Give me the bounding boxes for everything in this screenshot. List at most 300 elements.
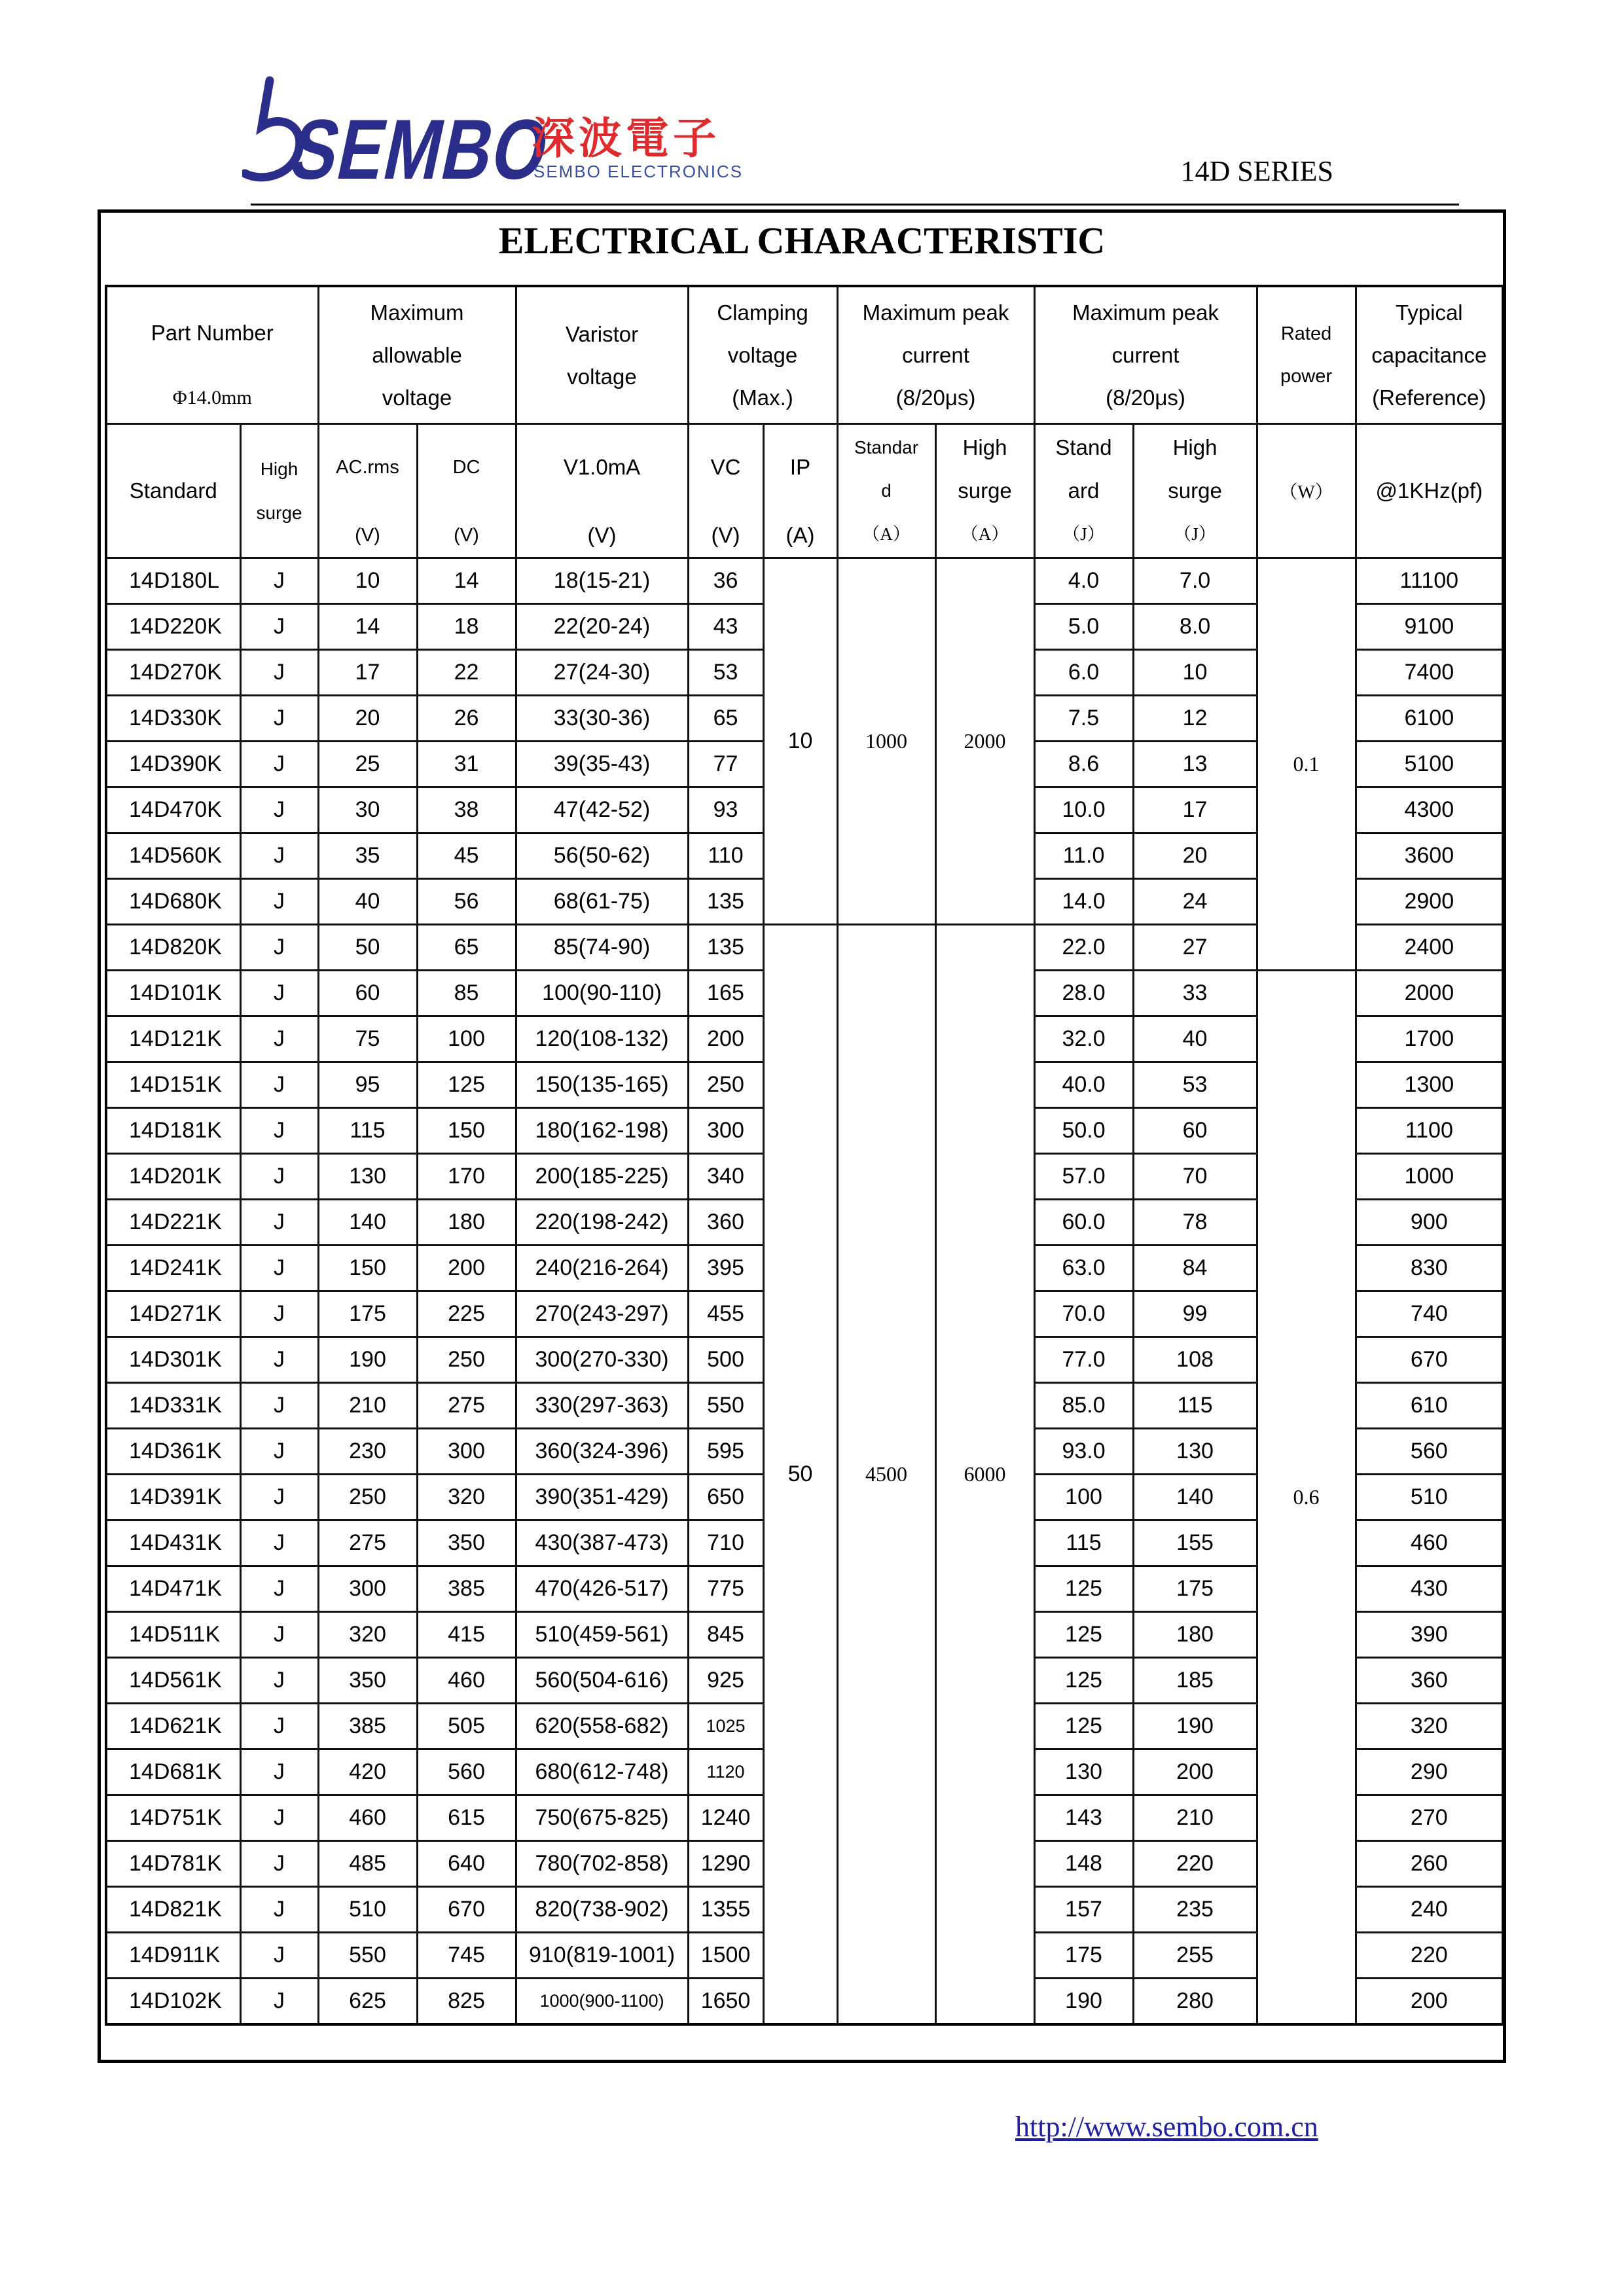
clamping-voltage-cell: 340: [688, 1154, 763, 1200]
ac-rms-cell: 17: [318, 650, 417, 696]
capacitance-cell: 290: [1356, 1749, 1503, 1795]
high-surge-cell: J: [240, 1246, 318, 1291]
clamping-voltage-cell: 300: [688, 1108, 763, 1154]
part-number-cell: 14D431K: [106, 1520, 240, 1566]
dc-cell: 460: [417, 1658, 516, 1704]
high-surge-cell: J: [240, 971, 318, 1016]
varistor-voltage-cell: 360(324-396): [516, 1429, 688, 1475]
standard-amps-header: [837, 424, 935, 558]
varistor-voltage-cell: 780(702-858): [516, 1841, 688, 1887]
ac-rms-cell: 115: [318, 1108, 417, 1154]
varistor-voltage-cell: 680(612-748): [516, 1749, 688, 1795]
clamping-voltage-cell: 1025: [688, 1704, 763, 1749]
high-surge-cell: J: [240, 833, 318, 879]
capacitance-cell: 830: [1356, 1246, 1503, 1291]
dc-cell: 415: [417, 1612, 516, 1658]
dc-cell: 180: [417, 1200, 516, 1246]
energy-standard-joules-cell: 125: [1034, 1566, 1133, 1612]
energy-high-surge-joules-cell: 280: [1133, 1979, 1257, 2024]
energy-high-surge-joules-cell: 10: [1133, 650, 1257, 696]
energy-high-surge-joules-cell: 190: [1133, 1704, 1257, 1749]
clamping-voltage-cell: 165: [688, 971, 763, 1016]
high-surge-joules-header: [1133, 424, 1257, 558]
dc-cell: 640: [417, 1841, 516, 1887]
varistor-voltage-cell: 750(675-825): [516, 1795, 688, 1841]
ac-rms-cell: 485: [318, 1841, 417, 1887]
energy-high-surge-joules-cell: 220: [1133, 1841, 1257, 1887]
energy-standard-joules-cell: 125: [1034, 1658, 1133, 1704]
ac-rms-cell: 175: [318, 1291, 417, 1337]
capacitance-cell: 6100: [1356, 696, 1503, 742]
part-number-cell: 14D390K: [106, 742, 240, 787]
ac-rms-cell: 140: [318, 1200, 417, 1246]
varistor-voltage-cell: 27(24-30): [516, 650, 688, 696]
header-line: (A): [785, 523, 815, 547]
high-surge-cell: J: [240, 925, 318, 971]
high-surge-cell: J: [240, 1108, 318, 1154]
ac-rms-cell: 95: [318, 1062, 417, 1108]
logo-subtitle: SEMBO ELECTRONICS: [533, 162, 744, 181]
high-surge-cell: J: [240, 1016, 318, 1062]
energy-standard-joules-cell: 22.0: [1034, 925, 1133, 971]
energy-standard-joules-cell: 85.0: [1034, 1383, 1133, 1429]
part-number-cell: 14D911K: [106, 1933, 240, 1979]
electrical-characteristics-table: [105, 285, 1504, 2026]
high-surge-cell: J: [240, 1887, 318, 1933]
part-number-header: [106, 286, 318, 424]
dc-cell: 200: [417, 1246, 516, 1291]
clamping-voltage-cell: 710: [688, 1520, 763, 1566]
ac-rms-cell: 40: [318, 879, 417, 925]
header-row-secondary: [106, 424, 1503, 558]
capacitance-cell: 200: [1356, 1979, 1503, 2024]
energy-standard-joules-cell: 10.0: [1034, 787, 1133, 833]
high-surge-cell: J: [240, 1979, 318, 2024]
clamping-voltage-cell: 500: [688, 1337, 763, 1383]
energy-high-surge-joules-cell: 8.0: [1133, 604, 1257, 650]
series-label: 14D SERIES: [1180, 155, 1333, 187]
part-number-cell: 14D241K: [106, 1246, 240, 1291]
energy-high-surge-joules-cell: 17: [1133, 787, 1257, 833]
varistor-voltage-cell: 150(135-165): [516, 1062, 688, 1108]
clamping-voltage-cell: 93: [688, 787, 763, 833]
dc-cell: 150: [417, 1108, 516, 1154]
high-surge-cell: J: [240, 1612, 318, 1658]
varistor-voltage-cell: 820(738-902): [516, 1887, 688, 1933]
energy-standard-joules-cell: 125: [1034, 1704, 1133, 1749]
clamping-voltage-cell: 65: [688, 696, 763, 742]
clamping-voltage-cell: 1290: [688, 1841, 763, 1887]
dc-cell: 56: [417, 879, 516, 925]
energy-standard-joules-cell: 40.0: [1034, 1062, 1133, 1108]
header-line: (8/20μs): [895, 386, 976, 410]
varistor-voltage-cell: 620(558-682): [516, 1704, 688, 1749]
energy-standard-joules-cell: 7.5: [1034, 696, 1133, 742]
clamping-voltage-cell: 135: [688, 879, 763, 925]
dc-cell: 670: [417, 1887, 516, 1933]
ac-rms-cell: 510: [318, 1887, 417, 1933]
ac-rms-header: [318, 424, 417, 558]
varistor-voltage-cell: 390(351-429): [516, 1475, 688, 1520]
capacitance-cell: 2000: [1356, 971, 1503, 1016]
part-number-cell: 14D151K: [106, 1062, 240, 1108]
energy-standard-joules-cell: 14.0: [1034, 879, 1133, 925]
high-surge-cell: J: [240, 1475, 318, 1520]
capacitance-cell: 670: [1356, 1337, 1503, 1383]
varistor-voltage-cell: 430(387-473): [516, 1520, 688, 1566]
header-line: Standar: [854, 437, 919, 457]
part-number-cell: 14D470K: [106, 787, 240, 833]
capacitance-cell: 240: [1356, 1887, 1503, 1933]
dc-cell: 18: [417, 604, 516, 650]
clamping-voltage-cell: 53: [688, 650, 763, 696]
varistor-voltage-cell: 56(50-62): [516, 833, 688, 879]
peak-current-high-surge-amps-cell: 2000: [935, 558, 1034, 925]
high-surge-header: [240, 424, 318, 558]
header-line: Clamping: [717, 300, 808, 325]
capacitance-cell: 390: [1356, 1612, 1503, 1658]
part-number-cell: 14D220K: [106, 604, 240, 650]
peak-current-ip-cell: 50: [763, 925, 837, 2024]
capacitance-cell: 9100: [1356, 604, 1503, 650]
varistor-voltage-cell: 220(198-242): [516, 1200, 688, 1246]
ac-rms-cell: 35: [318, 833, 417, 879]
part-number-cell: 14D201K: [106, 1154, 240, 1200]
energy-high-surge-joules-cell: 70: [1133, 1154, 1257, 1200]
header-line: （A）: [960, 524, 1009, 544]
part-number-cell: 14D561K: [106, 1658, 240, 1704]
dc-cell: 31: [417, 742, 516, 787]
capacitance-cell: 2400: [1356, 925, 1503, 971]
part-number-cell: 14D361K: [106, 1429, 240, 1475]
header-line: Typical: [1395, 300, 1463, 325]
dc-cell: 350: [417, 1520, 516, 1566]
capacitance-cell: 560: [1356, 1429, 1503, 1475]
part-number-cell: 14D180L: [106, 558, 240, 604]
varistor-voltage-cell: 33(30-36): [516, 696, 688, 742]
ac-rms-cell: 420: [318, 1749, 417, 1795]
energy-standard-joules-cell: 130: [1034, 1749, 1133, 1795]
clamping-voltage-cell: 595: [688, 1429, 763, 1475]
energy-high-surge-joules-cell: 255: [1133, 1933, 1257, 1979]
energy-high-surge-joules-cell: 24: [1133, 879, 1257, 925]
energy-high-surge-joules-cell: 108: [1133, 1337, 1257, 1383]
header-line: Rated: [1280, 323, 1332, 344]
dc-cell: 385: [417, 1566, 516, 1612]
high-surge-cell: J: [240, 1337, 318, 1383]
header-line: (V): [711, 523, 740, 547]
rated-power-cell: 0.6: [1257, 971, 1356, 2024]
energy-standard-joules-cell: 6.0: [1034, 650, 1133, 696]
header-line: (8/20μs): [1106, 386, 1185, 410]
header-line: allowable: [372, 343, 462, 367]
ac-rms-cell: 25: [318, 742, 417, 787]
varistor-voltage-cell: 330(297-363): [516, 1383, 688, 1429]
energy-standard-joules-cell: 190: [1034, 1979, 1133, 2024]
high-surge-cell: J: [240, 696, 318, 742]
energy-standard-joules-cell: 148: [1034, 1841, 1133, 1887]
ac-rms-cell: 250: [318, 1475, 417, 1520]
capacitance-cell: 7400: [1356, 650, 1503, 696]
varistor-voltage-cell: 270(243-297): [516, 1291, 688, 1337]
header-line: surge: [256, 503, 302, 523]
energy-high-surge-joules-cell: 7.0: [1133, 558, 1257, 604]
energy-standard-joules-cell: 157: [1034, 1887, 1133, 1933]
dc-cell: 745: [417, 1933, 516, 1979]
dc-cell: 275: [417, 1383, 516, 1429]
ac-rms-cell: 190: [318, 1337, 417, 1383]
header-line: (V): [454, 525, 479, 546]
header-line: Stand: [1055, 435, 1112, 459]
peak-current-amps-header: [837, 286, 1034, 424]
table-row: [106, 558, 1503, 604]
rated-power-header: [1257, 286, 1356, 424]
ac-rms-cell: 230: [318, 1429, 417, 1475]
part-number-cell: 14D271K: [106, 1291, 240, 1337]
capacitance-cell: 320: [1356, 1704, 1503, 1749]
clamping-voltage-cell: 43: [688, 604, 763, 650]
energy-high-surge-joules-cell: 140: [1133, 1475, 1257, 1520]
dc-cell: 560: [417, 1749, 516, 1795]
high-surge-cell: J: [240, 1933, 318, 1979]
ac-rms-cell: 150: [318, 1246, 417, 1291]
header-line: Maximum peak: [862, 300, 1009, 325]
peak-current-high-surge-amps-cell: 6000: [935, 925, 1034, 2024]
ac-rms-cell: 550: [318, 1933, 417, 1979]
energy-high-surge-joules-cell: 78: [1133, 1200, 1257, 1246]
energy-high-surge-joules-cell: 99: [1133, 1291, 1257, 1337]
part-number-cell: 14D511K: [106, 1612, 240, 1658]
energy-standard-joules-cell: 11.0: [1034, 833, 1133, 879]
part-number-label: Part Number: [151, 321, 274, 345]
part-diameter-label: Φ14.0mm: [172, 387, 252, 408]
header-line: IP: [789, 455, 811, 479]
high-surge-cell: J: [240, 1658, 318, 1704]
capacitance-cell: 5100: [1356, 742, 1503, 787]
header-line: (Max.): [732, 386, 793, 410]
peak-current-standard-amps-cell: 4500: [837, 925, 935, 2024]
header-line: High: [260, 459, 298, 479]
dc-cell: 26: [417, 696, 516, 742]
energy-high-surge-joules-cell: 53: [1133, 1062, 1257, 1108]
high-surge-cell: J: [240, 1291, 318, 1337]
header-line: VC: [710, 455, 741, 479]
ac-rms-cell: 60: [318, 971, 417, 1016]
high-surge-cell: J: [240, 1704, 318, 1749]
company-logo: [236, 72, 759, 196]
ac-rms-cell: 350: [318, 1658, 417, 1704]
dc-cell: 250: [417, 1337, 516, 1383]
dc-cell: 85: [417, 971, 516, 1016]
ac-rms-cell: 210: [318, 1383, 417, 1429]
capacitance-cell: 610: [1356, 1383, 1503, 1429]
varistor-voltage-cell: 1000(900-1100): [516, 1979, 688, 2024]
header-line: voltage: [382, 386, 452, 410]
capacitance-cell: 270: [1356, 1795, 1503, 1841]
ac-rms-cell: 460: [318, 1795, 417, 1841]
capacitance-unit-header: @1KHz(pf): [1356, 424, 1503, 558]
dc-cell: 615: [417, 1795, 516, 1841]
capacitance-cell: 510: [1356, 1475, 1503, 1520]
clamping-voltage-cell: 775: [688, 1566, 763, 1612]
ac-rms-cell: 10: [318, 558, 417, 604]
ac-rms-cell: 30: [318, 787, 417, 833]
high-surge-cell: J: [240, 787, 318, 833]
capacitance-cell: 1000: [1356, 1154, 1503, 1200]
high-surge-cell: J: [240, 650, 318, 696]
rated-power-cell: 0.1: [1257, 558, 1356, 971]
capacitance-cell: 1700: [1356, 1016, 1503, 1062]
clamping-voltage-cell: 135: [688, 925, 763, 971]
varistor-voltage-cell: 180(162-198): [516, 1108, 688, 1154]
header-line: （J）: [1062, 524, 1105, 544]
high-surge-cell: J: [240, 1566, 318, 1612]
energy-high-surge-joules-cell: 130: [1133, 1429, 1257, 1475]
part-number-cell: 14D270K: [106, 650, 240, 696]
clamping-voltage-cell: 77: [688, 742, 763, 787]
capacitance-cell: 360: [1356, 1658, 1503, 1704]
clamping-voltage-cell: 110: [688, 833, 763, 879]
dc-cell: 825: [417, 1979, 516, 2024]
energy-standard-joules-cell: 5.0: [1034, 604, 1133, 650]
peak-current-ip-cell: 10: [763, 558, 837, 925]
varistor-voltage-cell: 47(42-52): [516, 787, 688, 833]
standard-joules-header: [1034, 424, 1133, 558]
standard-header: Standard: [106, 424, 240, 558]
capacitance-cell: 1100: [1356, 1108, 1503, 1154]
dc-cell: 65: [417, 925, 516, 971]
energy-high-surge-joules-cell: 115: [1133, 1383, 1257, 1429]
logo-chinese-text: 深波電子: [532, 113, 720, 164]
energy-standard-joules-cell: 4.0: [1034, 558, 1133, 604]
energy-standard-joules-cell: 28.0: [1034, 971, 1133, 1016]
part-number-cell: 14D221K: [106, 1200, 240, 1246]
header-line: (V): [587, 523, 617, 547]
energy-high-surge-joules-cell: 27: [1133, 925, 1257, 971]
varistor-voltage-cell: 22(20-24): [516, 604, 688, 650]
header-line: voltage: [727, 343, 798, 367]
part-number-cell: 14D681K: [106, 1749, 240, 1795]
part-number-cell: 14D121K: [106, 1016, 240, 1062]
header-line: current: [902, 343, 969, 367]
high-surge-cell: J: [240, 742, 318, 787]
dc-cell: 225: [417, 1291, 516, 1337]
clamping-voltage-header: [688, 286, 837, 424]
ac-rms-cell: 14: [318, 604, 417, 650]
ac-rms-cell: 300: [318, 1566, 417, 1612]
high-surge-cell: J: [240, 879, 318, 925]
clamping-voltage-cell: 1650: [688, 1979, 763, 2024]
capacitance-cell: 740: [1356, 1291, 1503, 1337]
energy-standard-joules-cell: 143: [1034, 1795, 1133, 1841]
varistor-voltage-header: [516, 286, 688, 424]
peak-current-standard-amps-cell: 1000: [837, 558, 935, 925]
energy-standard-joules-cell: 77.0: [1034, 1337, 1133, 1383]
website-link[interactable]: http://www.sembo.com.cn: [1015, 2111, 1318, 2143]
energy-high-surge-joules-cell: 175: [1133, 1566, 1257, 1612]
energy-high-surge-joules-cell: 155: [1133, 1520, 1257, 1566]
energy-high-surge-joules-cell: 33: [1133, 971, 1257, 1016]
clamping-voltage-cell: 36: [688, 558, 763, 604]
varistor-voltage-cell: 910(819-1001): [516, 1933, 688, 1979]
ip-header: [763, 424, 837, 558]
capacitance-cell: 2900: [1356, 879, 1503, 925]
energy-high-surge-joules-cell: 235: [1133, 1887, 1257, 1933]
energy-standard-joules-cell: 125: [1034, 1612, 1133, 1658]
part-number-cell: 14D330K: [106, 696, 240, 742]
energy-high-surge-joules-cell: 200: [1133, 1749, 1257, 1795]
part-number-cell: 14D331K: [106, 1383, 240, 1429]
part-number-cell: 14D181K: [106, 1108, 240, 1154]
header-line: capacitance: [1371, 343, 1487, 367]
capacitance-header: [1356, 286, 1503, 424]
dc-cell: 125: [417, 1062, 516, 1108]
part-number-cell: 14D102K: [106, 1979, 240, 2024]
header-line: High: [962, 435, 1007, 459]
energy-standard-joules-cell: 100: [1034, 1475, 1133, 1520]
capacitance-cell: 4300: [1356, 787, 1503, 833]
high-surge-cell: J: [240, 1841, 318, 1887]
energy-high-surge-joules-cell: 84: [1133, 1246, 1257, 1291]
clamping-voltage-cell: 395: [688, 1246, 763, 1291]
high-surge-cell: J: [240, 604, 318, 650]
varistor-voltage-cell: 68(61-75): [516, 879, 688, 925]
part-number-cell: 14D301K: [106, 1337, 240, 1383]
part-number-cell: 14D621K: [106, 1704, 240, 1749]
header-line: High: [1172, 435, 1218, 459]
capacitance-cell: 460: [1356, 1520, 1503, 1566]
dc-cell: 100: [417, 1016, 516, 1062]
energy-standard-joules-cell: 50.0: [1034, 1108, 1133, 1154]
energy-high-surge-joules-cell: 12: [1133, 696, 1257, 742]
high-surge-cell: J: [240, 1383, 318, 1429]
high-surge-cell: J: [240, 1749, 318, 1795]
vc-header: [688, 424, 763, 558]
energy-high-surge-joules-cell: 180: [1133, 1612, 1257, 1658]
header-line: d: [881, 480, 892, 501]
header-line: ard: [1068, 478, 1100, 503]
part-number-cell: 14D751K: [106, 1795, 240, 1841]
varistor-voltage-cell: 200(185-225): [516, 1154, 688, 1200]
capacitance-cell: 3600: [1356, 833, 1503, 879]
clamping-voltage-cell: 925: [688, 1658, 763, 1704]
high-surge-amps-header: [935, 424, 1034, 558]
part-number-cell: 14D101K: [106, 971, 240, 1016]
high-surge-cell: J: [240, 1429, 318, 1475]
ac-rms-cell: 130: [318, 1154, 417, 1200]
energy-standard-joules-cell: 32.0: [1034, 1016, 1133, 1062]
energy-standard-joules-cell: 70.0: [1034, 1291, 1133, 1337]
varistor-voltage-cell: 100(90-110): [516, 971, 688, 1016]
dc-cell: 22: [417, 650, 516, 696]
header-line: power: [1280, 365, 1333, 387]
dc-cell: 320: [417, 1475, 516, 1520]
dc-cell: 45: [417, 833, 516, 879]
varistor-voltage-cell: 510(459-561): [516, 1612, 688, 1658]
header-line: current: [1111, 343, 1180, 367]
table-body: [106, 558, 1503, 2024]
varistor-voltage-cell: 240(216-264): [516, 1246, 688, 1291]
high-surge-cell: J: [240, 1200, 318, 1246]
header-line: (V): [355, 525, 380, 546]
high-surge-cell: J: [240, 1062, 318, 1108]
energy-standard-joules-cell: 115: [1034, 1520, 1133, 1566]
dc-header: [417, 424, 516, 558]
header-divider: [251, 204, 1459, 206]
clamping-voltage-cell: 1120: [688, 1749, 763, 1795]
header-line: V1.0mA: [563, 455, 641, 479]
energy-high-surge-joules-cell: 20: [1133, 833, 1257, 879]
